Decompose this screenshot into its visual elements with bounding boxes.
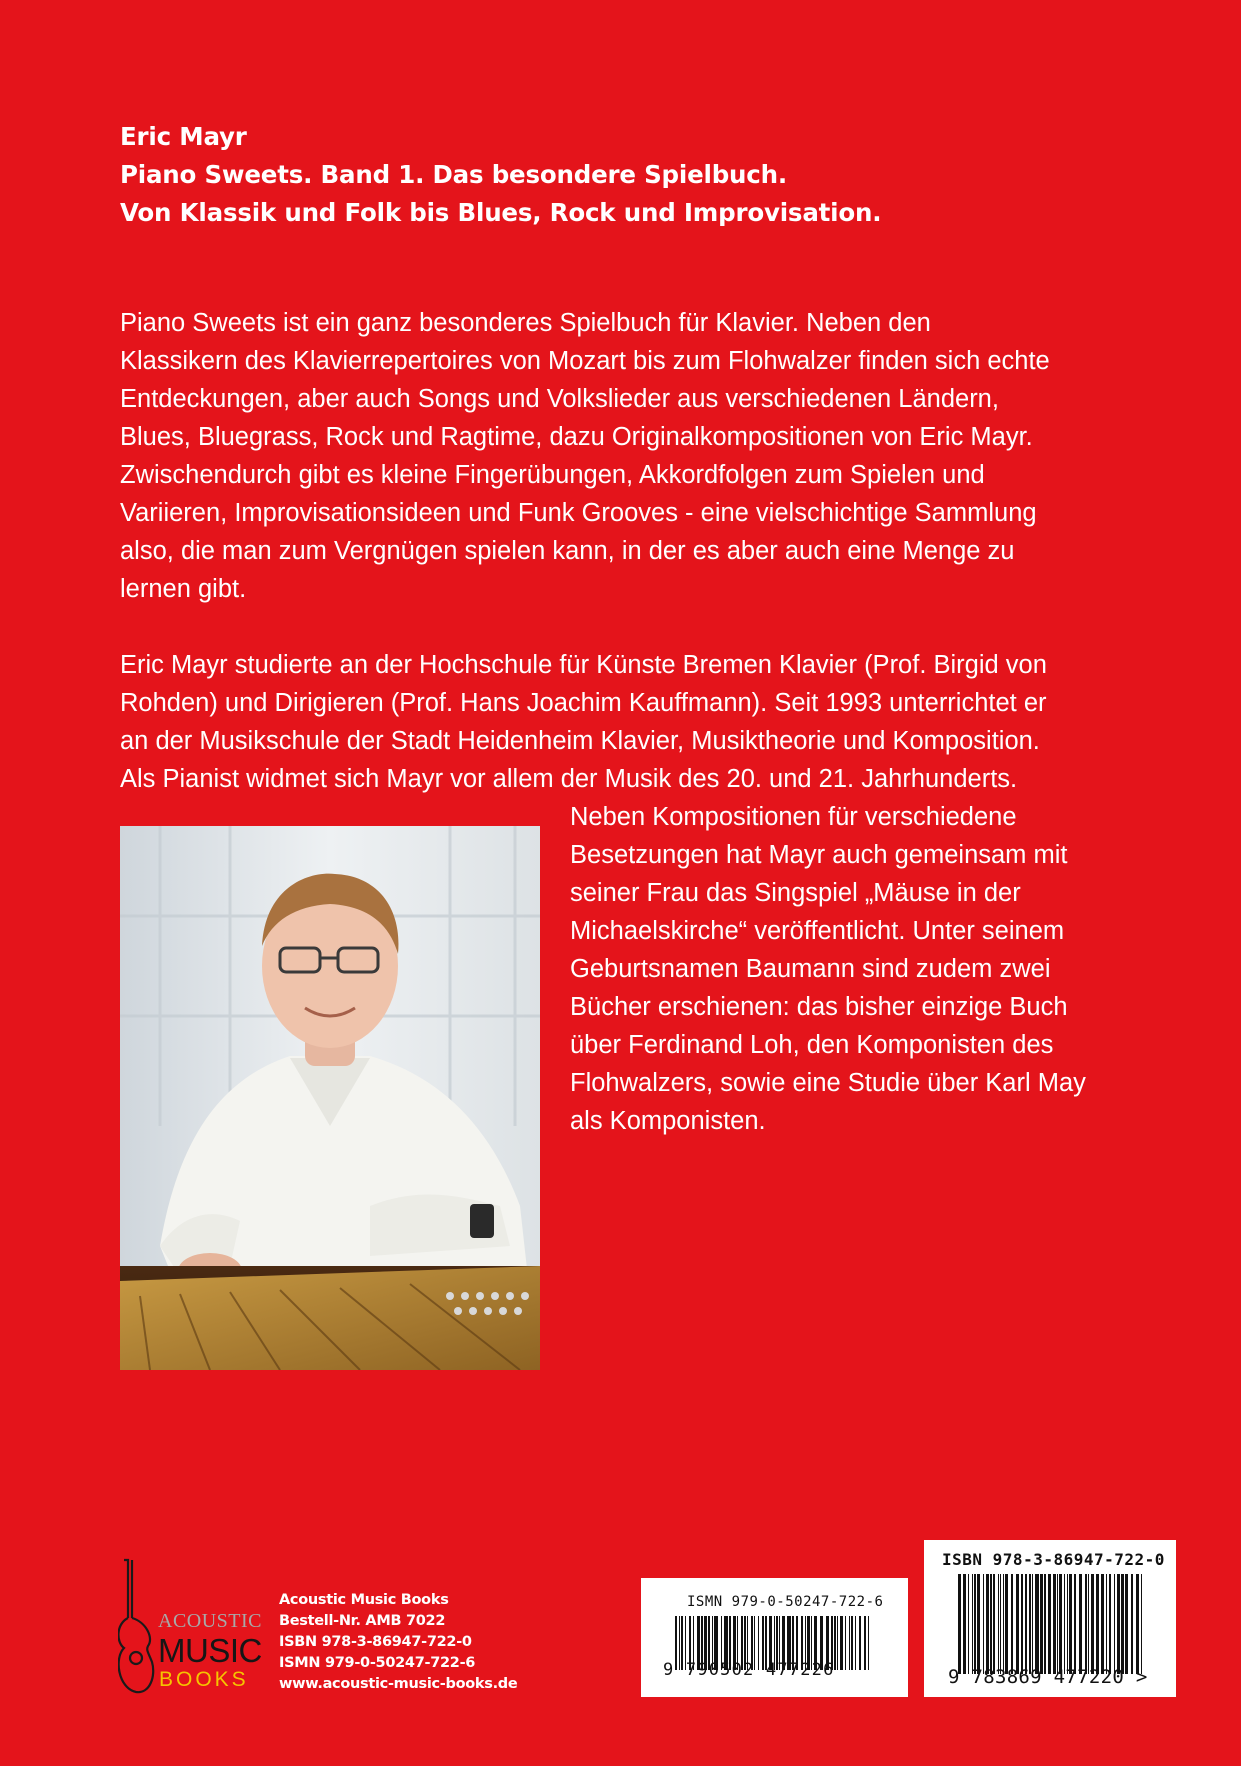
logo-word-acoustic: ACOUSTIC [158,1610,263,1632]
barcode-bar [1117,1574,1120,1674]
website-link[interactable]: www.acoustic-music-books.de [279,1676,518,1692]
isbn-barcode [924,1540,1176,1697]
barcode-bar [972,1574,973,1674]
publisher-name: Acoustic Music Books [279,1592,449,1608]
barcode-bar [1067,1574,1068,1674]
barcode-bar [864,1616,866,1670]
text-line: Eric Mayr studierte an der Hochschule für Künste Bremen Klavier (Prof. Birgid von [120,651,1047,679]
text-line: lernen gibt. [120,575,247,603]
barcode-bar [963,1574,966,1674]
text-line: Bücher erschienen: das bisher einzige Buch [570,993,1068,1021]
barcode-bar [837,1616,838,1670]
barcode-bar [1003,1574,1004,1674]
barcode-bar [974,1574,976,1674]
text-line: Als Pianist widmet sich Mayr vor allem der Musik des 20. und 21. Jahrhunderts. [120,765,1018,793]
barcode-bar [1021,1574,1023,1674]
isbn-barcode-digits: 9 783869 477220 > [948,1666,1148,1688]
text-line: seiner Frau das Singspiel „Mäuse in der [570,879,1021,907]
barcode-bar [1131,1574,1133,1674]
isbn-barcode-bars [958,1574,1154,1674]
text-line: Flohwalzers, sowie eine Studie über Karl May [570,1069,1086,1097]
text-line: Zwischendurch gibt es kleine Fingerübungen, Akkordfolgen zum Spielen und [120,461,985,489]
barcode-bar [1079,1574,1082,1674]
barcode-bar [849,1616,850,1670]
barcode-bar [1029,1574,1031,1674]
barcode-bar [1053,1574,1056,1674]
isbn-barcode-label: ISBN 978-3-86947-722-0 [942,1550,1165,1569]
barcode-bar [1057,1574,1058,1674]
barcode-bar [840,1616,843,1670]
barcode-bar [1032,1574,1033,1674]
barcode-bar [1088,1574,1089,1674]
barcode-bar [1059,1574,1062,1674]
guitar-icon [118,1558,158,1696]
barcode-bar [986,1574,989,1674]
barcode-bar [1040,1574,1043,1674]
barcode-bar [983,1574,984,1674]
barcode-bar [977,1574,980,1674]
isbn-text: ISBN 978-3-86947-722-0 [279,1634,472,1650]
text-line: Neben Kompositionen für verschiedene [570,803,1017,831]
barcode-bar [1101,1574,1104,1674]
barcode-bar [1074,1574,1076,1674]
barcode-bar [1069,1574,1072,1674]
barcode-bar [855,1616,856,1670]
barcode-bar [859,1616,861,1670]
barcode-bar [1125,1574,1128,1674]
barcode-bar [851,1616,853,1670]
description-paragraph-1 [120,304,1050,608]
barcode-bar [1114,1574,1115,1674]
barcode-bar [1035,1574,1039,1674]
text-line: also, die man zum Vergnügen spielen kann, in der es aber auch eine Menge zu [120,537,1015,565]
barcode-bar [1000,1574,1001,1674]
logo-word-music: MUSIC [158,1632,262,1669]
barcode-bar [1025,1574,1027,1674]
text-line: Variieren, Improvisationsideen und Funk Grooves - eine vielschichtige Sammlung [120,499,1037,527]
barcode-bar [1011,1574,1013,1674]
barcode-bar [1091,1574,1094,1674]
author-name: Eric Mayr [120,122,247,151]
text-line: Besetzungen hat Mayr auch gemeinsam mit [570,841,1068,869]
ismn-barcode-label: ISMN 979-0-50247-722-6 [687,1594,884,1610]
barcode-bar [1106,1574,1107,1674]
publisher-info [279,1590,517,1695]
book-subtitle: Von Klassik und Folk bis Blues, Rock und Improvisation. [120,198,882,227]
text-line: Blues, Bluegrass, Rock und Ragtime, dazu Originalkompositionen von Eric Mayr. [120,423,1033,451]
barcode-bar [868,1616,869,1670]
barcode-bar [968,1574,969,1674]
barcode-bar [1136,1574,1139,1674]
barcode-bar [958,1574,961,1674]
ismn-barcode [641,1578,908,1697]
text-line: Michaelskirche“ veröffentlicht. Unter seinem [570,917,1065,945]
barcode-bar [1005,1574,1008,1674]
text-line: Rohden) und Dirigieren (Prof. Hans Joachim Kauffmann). Seit 1993 unterrichtet er [120,689,1047,717]
biography-paragraph [120,646,1047,798]
order-number: Bestell-Nr. AMB 7022 [279,1613,446,1629]
barcode-bar [1085,1574,1087,1674]
book-heading [120,118,1120,232]
barcode-bar [845,1616,846,1670]
ismn-text: ISMN 979-0-50247-722-6 [279,1655,476,1671]
barcode-bar [990,1574,992,1674]
barcode-bar [1096,1574,1099,1674]
barcode-bar [1016,1574,1019,1674]
author-photo [120,826,540,1370]
barcode-bar [1121,1574,1124,1674]
text-line: über Ferdinand Loh, den Komponisten des [570,1031,1054,1059]
barcode-bar [1109,1574,1111,1674]
barcode-bar [993,1574,995,1674]
text-line: Geburtsnamen Baumann sind zudem zwei [570,955,1051,983]
barcode-bar [1141,1574,1142,1674]
book-title: Piano Sweets. Band 1. Das besondere Spielbuch. [120,160,787,189]
text-line: Klassikern des Klavierrepertoires von Mozart bis zum Flohwalzer finden sich echte [120,347,1050,375]
text-line: Entdeckungen, aber auch Songs und Volkslieder aus verschiedenen Ländern, [120,385,999,413]
barcode-bar [1044,1574,1046,1674]
text-line: an der Musikschule der Stadt Heidenheim Klavier, Musiktheorie und Komposition. [120,727,1040,755]
ismn-barcode-digits: 9 790502 477226 [663,1660,835,1680]
acoustic-music-books-logo [118,1558,266,1696]
barcode-bar [1048,1574,1051,1674]
barcode-bar [998,1574,999,1674]
logo-word-books: BOOKS [159,1668,249,1691]
barcode-bar [1064,1574,1065,1674]
biography-continued-paragraph [570,798,1086,1140]
text-line: als Komponisten. [570,1107,766,1135]
text-line: Piano Sweets ist ein ganz besonderes Spielbuch für Klavier. Neben den [120,309,931,337]
